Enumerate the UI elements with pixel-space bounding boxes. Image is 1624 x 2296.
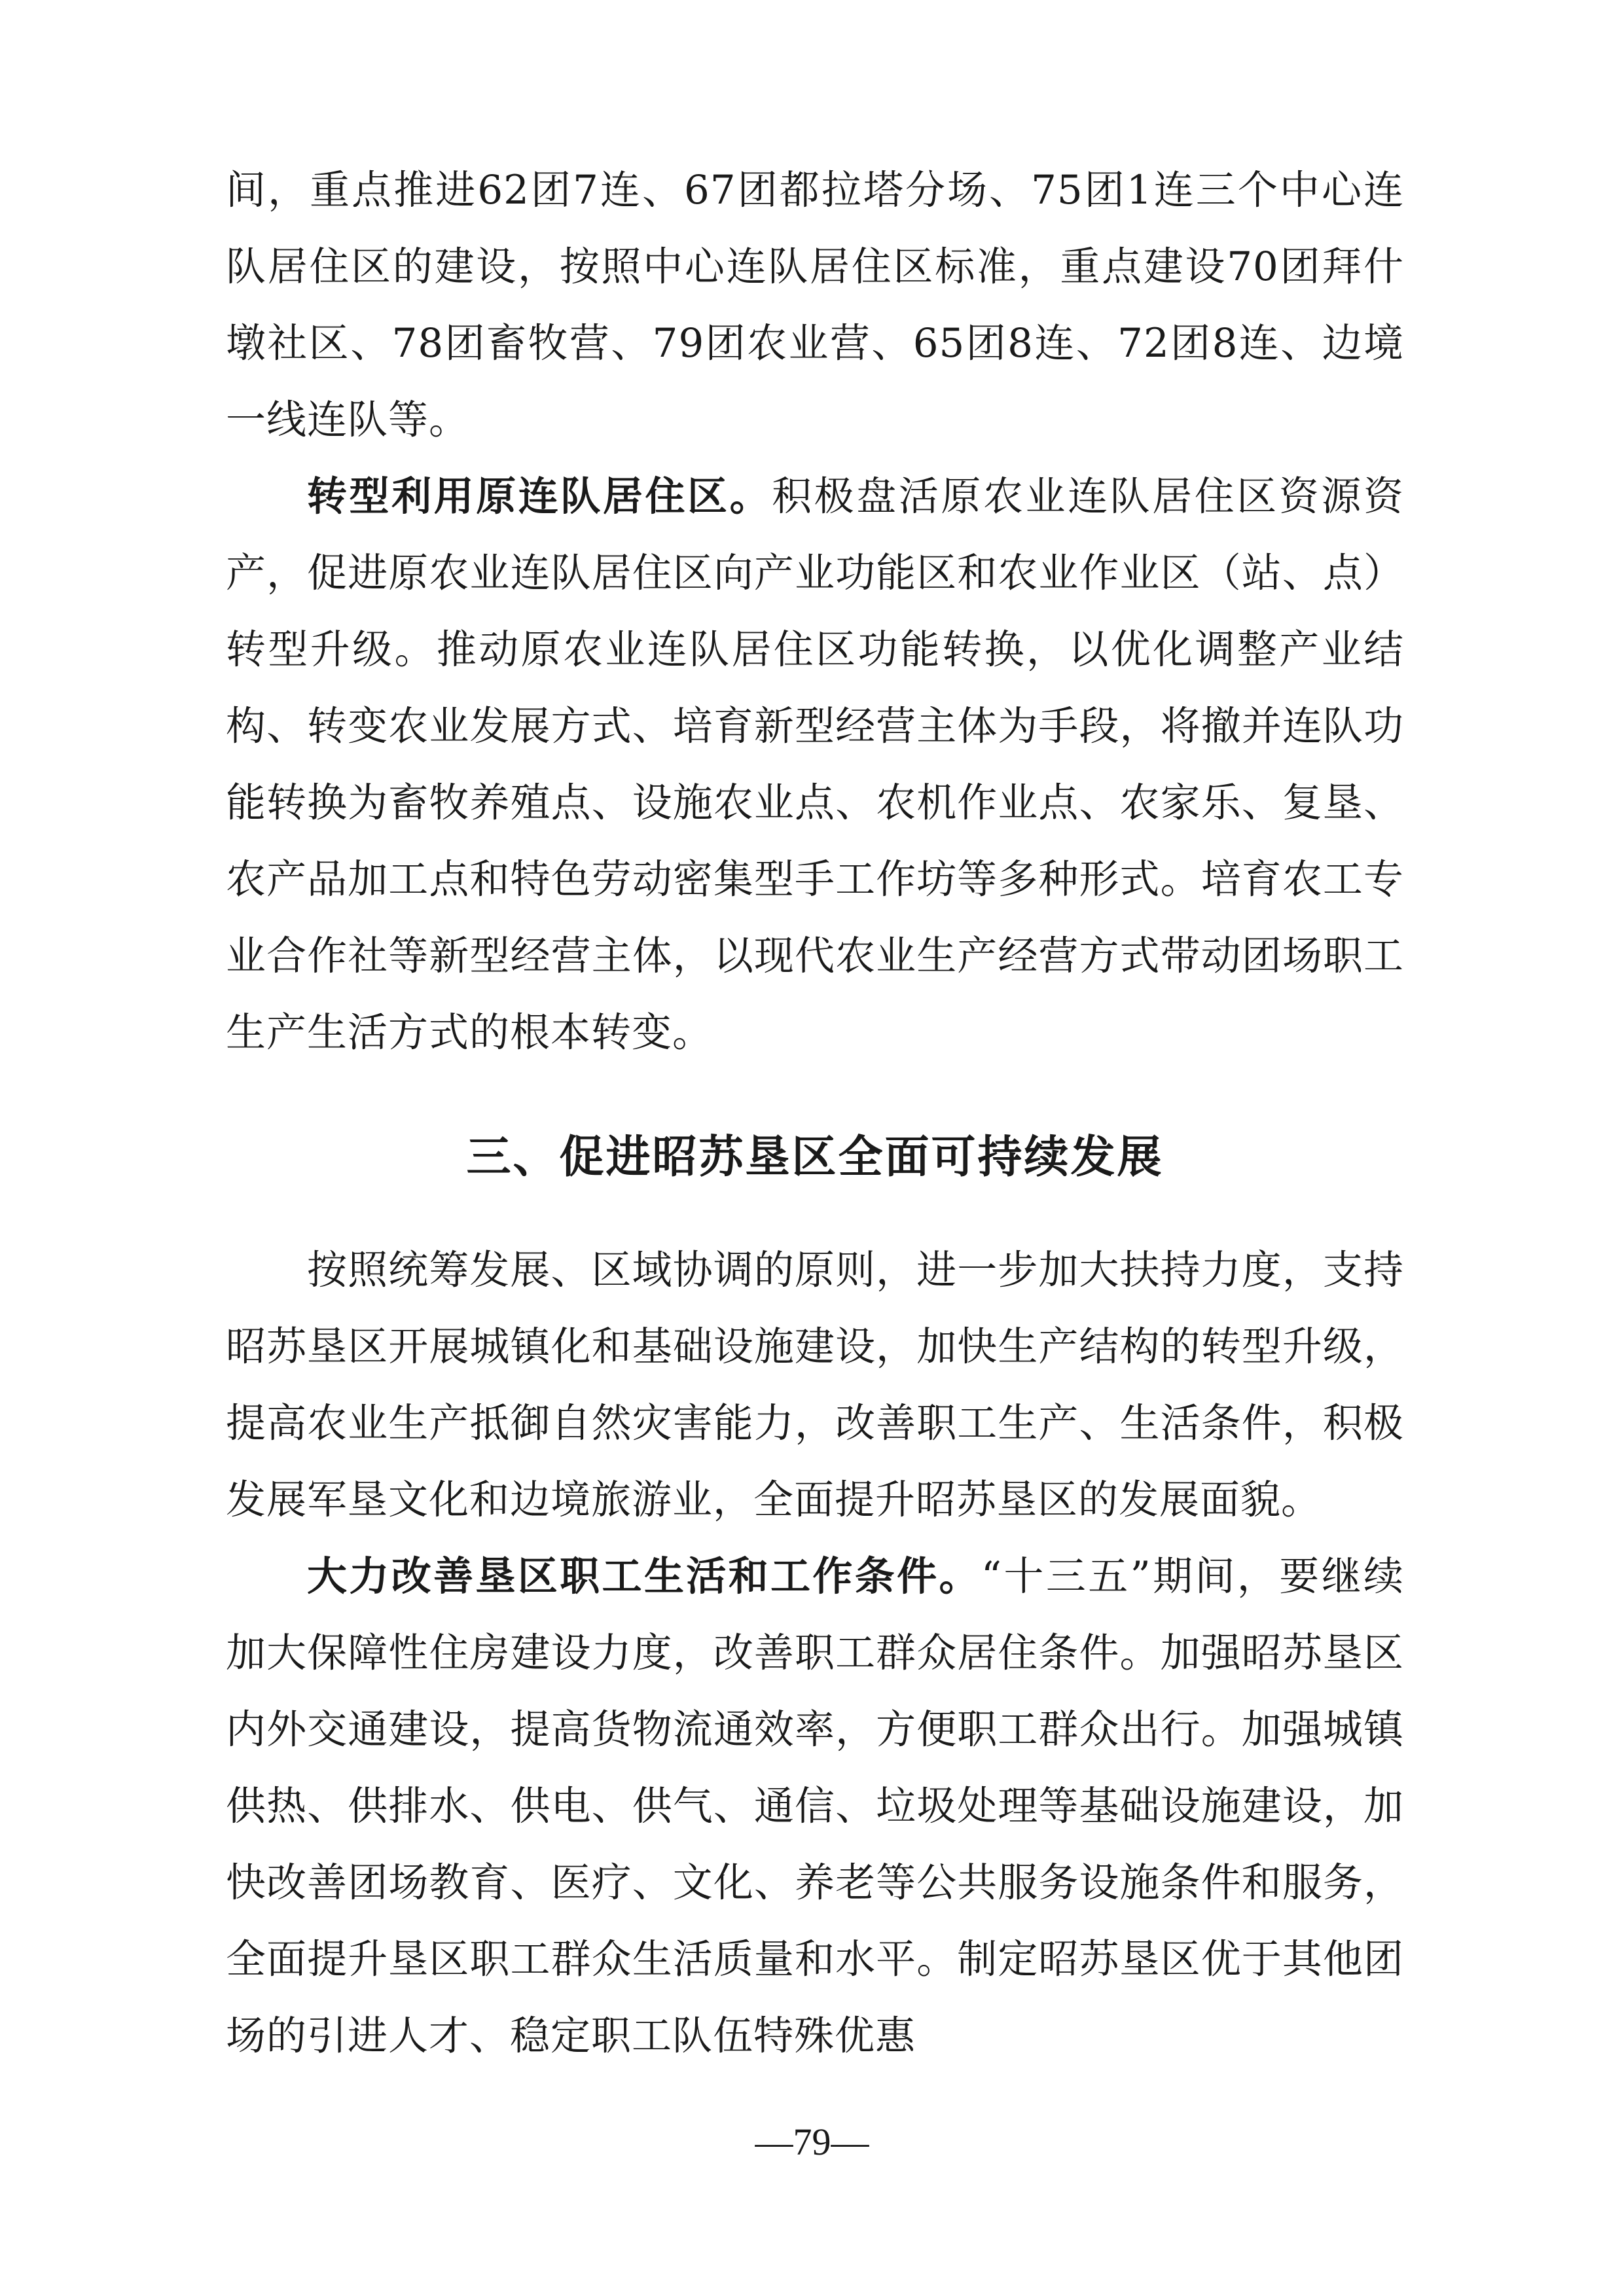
paragraph-lead-heading: 转型利用原连队居住区。 xyxy=(307,473,772,520)
paragraph-body: 积极盘活原农业连队居住区资源资产，促进原农业连队居住区向产业功能区和农业作业区（站、点）转型升级。推动原农业连队居住区功能转换，以优化调整产业结构、转变农业发展方式、培育新型经营主体为手段，将撤并连队功能转换为畜牧养殖点、设施农业点、农机作业点、农家乐、复垦、农产品加工点和特色劳动密集型手工作坊等多种形式。培育农工专业合作社等新型经营主体，以现代农业生产经营方式带动团场职工生产生活方式的根本转变。 xyxy=(226,473,1404,1056)
paragraph-continued: 间，重点推进62团7连、67团都拉塔分场、75团1连三个中心连队居住区的建设，按照中心连队居住区标准，重点建设70团拜什墩社区、78团畜牧营、79团农业营、65团8连、72团8连、边境一线连队等。 xyxy=(226,167,1404,443)
paragraph-section-intro: 按照统筹发展、区域协调的原则，进一步加大扶持力度，支持昭苏垦区开展城镇化和基础设施建设，加快生产结构的转型升级，提高农业生产抵御自然灾害能力，改善职工生产、生活条件，积极发展军垦文化和边境旅游业，全面提升昭苏垦区的发展面貌。 xyxy=(226,1247,1404,1523)
paragraph-lead-heading: 大力改善垦区职工生活和工作条件。 xyxy=(307,1553,981,1600)
document-body xyxy=(226,152,1404,2074)
section-title: 三、促进昭苏垦区全面可持续发展 xyxy=(466,1132,1164,1183)
page-number: —79— xyxy=(755,2121,869,2163)
paragraph-transform-settlements xyxy=(226,458,1404,1071)
paragraph-body: “十三五”期间，要继续加大保障性住房建设力度，改善职工群众居住条件。加强昭苏垦区内外交通建设，提高货物流通效率，方便职工群众出行。加强城镇供热、供排水、供电、供气、通信、垃圾处理等基础设施建设，加快改善团场教育、医疗、文化、养老等公共服务设施条件和服务，全面提升垦区职工群众生活质量和水平。制定昭苏垦区优于其他团场的引进人才、稳定职工队伍特殊优惠 xyxy=(226,1553,1404,2059)
paragraph-living-conditions xyxy=(226,1538,1404,2074)
